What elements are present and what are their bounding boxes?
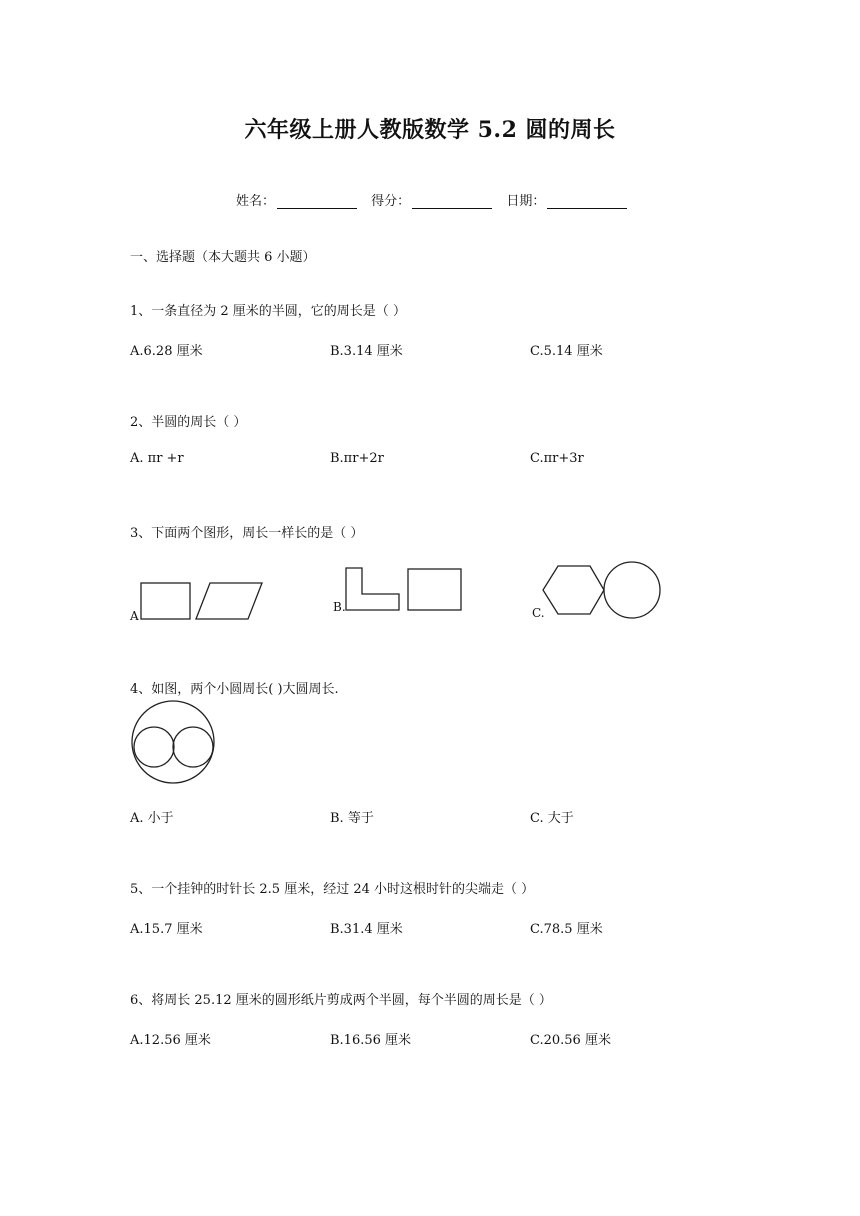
question-2-stem: 2、半圆的周长（ ） [130, 415, 247, 430]
q6-option-b[interactable]: B.16.56 厘米 [330, 1033, 412, 1048]
q2-option-a[interactable]: A. πr +r [130, 451, 184, 466]
small-circle-right [173, 727, 213, 767]
q5-option-a[interactable]: A.15.7 厘米 [130, 922, 203, 937]
question-5-stem: 5、一个挂钟的时针长 2.5 厘米，经过 24 小时这根时针的尖端走（ ） [130, 882, 535, 897]
q6-option-c[interactable]: C.20.56 厘米 [530, 1033, 611, 1048]
question-1-stem: 1、一条直径为 2 厘米的半圆，它的周长是（ ） [130, 304, 406, 319]
q3-option-a-label[interactable]: A [130, 609, 139, 623]
q5-option-c[interactable]: C.78.5 厘米 [530, 922, 603, 937]
q4-option-b[interactable]: B. 等于 [330, 811, 374, 826]
q4-option-c[interactable]: C. 大于 [530, 811, 574, 826]
q2-option-c[interactable]: C.πr+3r [530, 451, 584, 466]
q2-option-b[interactable]: B.πr+2r [330, 451, 384, 466]
name-label: 姓名： [236, 194, 276, 209]
q3-option-b-label[interactable]: B. [333, 600, 346, 614]
question-4-stem: 4、如图，两个小圆周长( )大圆周长. [130, 682, 339, 697]
q3-option-c-label[interactable]: C. [532, 606, 545, 620]
date-label: 日期： [506, 194, 546, 209]
q1-option-b[interactable]: B.3.14 厘米 [330, 344, 403, 359]
q5-option-b[interactable]: B.31.4 厘米 [330, 922, 403, 937]
question-3-stem: 3、下面两个图形，周长一样长的是（ ） [130, 526, 364, 541]
q1-option-a[interactable]: A.6.28 厘米 [130, 344, 203, 359]
q4-option-a[interactable]: A. 小于 [130, 811, 174, 826]
score-label: 得分： [371, 194, 411, 209]
page-title: 六年级上册人教版数学 5.2 圆的周长 [244, 117, 616, 143]
small-circle-left [134, 727, 174, 767]
q1-option-c[interactable]: C.5.14 厘米 [530, 344, 603, 359]
section-heading: 一、选择题（本大题共 6 小题） [130, 250, 316, 265]
question-6-stem: 6、将周长 25.12 厘米的圆形纸片剪成两个半圆，每个半圆的周长是（ ） [130, 993, 552, 1008]
q6-option-a[interactable]: A.12.56 厘米 [130, 1033, 211, 1048]
